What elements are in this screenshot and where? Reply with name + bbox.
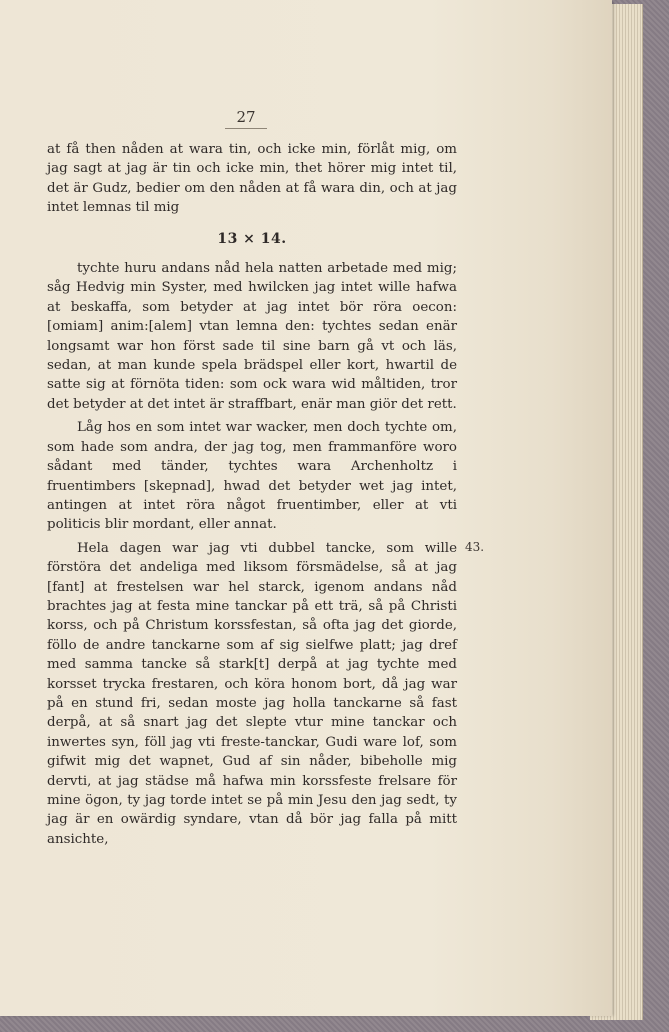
margin-note: 43. [465,540,485,554]
paragraph-4: Hela dagen war jag vti dubbel tancke, som wille förstöra det andeliga med liksom försmädelse, så at jag [fant] at frestelsen war hel starck, igenom andans nåd brachtes jag at festa mine tanckar på ett trä, så på Christi korss, och på Christum korssfestan, så ofta jag det giorde, föllo de andre tanckarne som af sig sielfwe platt; jag dref med samma tancke så stark[t] derpå at jag tychte med korsset trycka frestaren, och köra honom bort, då jag war på en stund fri, sedan moste jag holla tanckarne så fast derpå, at så snart jag det slepte vtur mine tanckar och inwertes syn, föll jag vti freste-tanckar, Gudi ware lof, som gifwit mig det wapnet, Gud af sin nåder, bibeholle mig dervti, at jag städse må hafwa min korssfeste frelsare för mine ögon, ty jag torde intet se på min Jesu den jag sedt, ty jag är en owärdig syndare, vtan då bör jag falla på mitt ansichte, [47,540,457,847]
page-text [47,140,457,849]
paragraph-3: Låg hos en som intet war wacker, men doch tychte om, som hade som andra, der jag tog, men frammanföre woro sådant med tänder, tychtes wara Archenholtz i fruentimbers [skepnad], hwad det betyder wet jag intet, antingen at intet röra något fruentimber, eller at vti politicis blir mordant, eller annat. [47,420,457,533]
paragraph-2: tychte huru andans nåd hela natten arbetade med mig; såg Hedvig min Syster, med hwilcken jag intet wille hafwa at beskaffa, som betyder at jag intet bör röra oecon:[omiam] anim:[alem] vtan lemna den: tychtes sedan enär longsamt war hon först sade til sine barn gå vt och läs, sedan, at man kunde spela brädspel eller kort, hwartil de satte sig at förnöta tiden: som ock wara wid måltiden, tror det betyder at det intet är straffbart, enär man giör det rett. [47,261,457,412]
paragraph-1: at få then nåden at wara tin, och icke min, förlåt mig, om jag sagt at jag är tin och icke min, thet hörer mig intet til, det är Gudz, bedier om den nåden at få wara din, och at jag intet lemnas til mig [47,142,457,216]
entry-heading: 13 × 14. [217,230,287,247]
page-number: 27 [225,108,267,129]
